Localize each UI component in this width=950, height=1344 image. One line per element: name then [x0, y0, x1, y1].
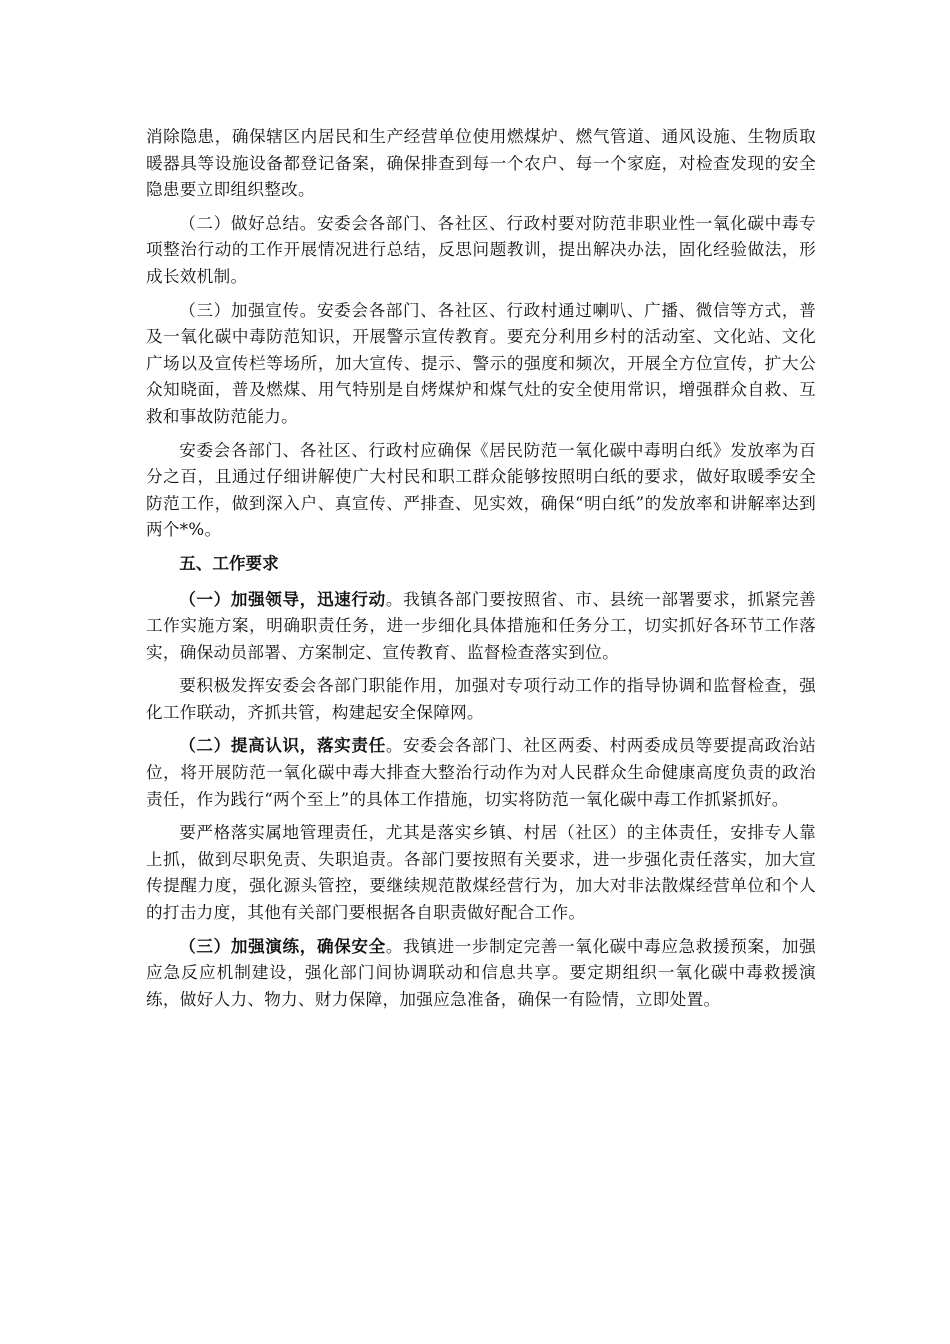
paragraph-publicity — [146, 298, 816, 431]
paragraph-notice-paper — [146, 438, 816, 544]
paragraph-text: 安委会各部门、各社区、行政村应确保《居民防范一氧化碳中毒明白纸》发放率为百分之百，且通过仔细讲解使广大村民和职工群众能够按照明白纸的要求，做好取暖季安全防范工作，做到深入户、真宣传、严排查、见实效，确保“明白纸”的发放率和讲解率达到两个*%。 — [146, 440, 816, 540]
paragraph-text: （二）做好总结。安委会各部门、各社区、行政村要对防范非职业性一氧化碳中毒专项整治行动的工作开展情况进行总结，反思问题教训，提出解决办法，固化经验做法，形成长效机制。 — [146, 213, 816, 286]
paragraph-lead: （三）加强演练，确保安全 — [179, 936, 386, 956]
paragraph-text: （三）加强宣传。安委会各部门、各社区、行政村通过喇叭、广播、微信等方式，普及一氧化碳中毒防范知识，开展警示宣传教育。要充分利用乡村的活动室、文化站、文化广场以及宣传栏等场所，加大宣传、提示、警示的强度和频次，开展全方位宣传，扩大公众知晓面，普及燃煤、用气特别是自烤煤炉和煤气灶的安全使用常识，增强群众自救、互救和事故防范能力。 — [146, 300, 816, 426]
paragraph-hazard-elimination — [146, 124, 816, 204]
paragraph-lead: （二）提高认识，落实责任 — [179, 736, 386, 756]
paragraph-drills — [146, 934, 816, 1014]
section-heading: 五、工作要求 — [179, 553, 279, 573]
paragraph-summary — [146, 211, 816, 291]
paragraph-leadership — [146, 587, 816, 667]
paragraph-text: 消除隐患，确保辖区内居民和生产经营单位使用燃煤炉、燃气管道、通风设施、生物质取暖器具等设施设备都登记备案，确保排查到每一个农户、每一个家庭，对检查发现的安全隐患要立即组织整改。 — [146, 127, 816, 200]
paragraph-text: 。我镇进一步制定完善一氧化碳中毒应急救援预案，加强应急反应机制建设，强化部门间协调联动和信息共享。要定期组织一氧化碳中毒救援演练，做好人力、物力、财力保障，加强应急准备，确保一有险情，立即处置。 — [146, 936, 816, 1009]
paragraph-responsibility — [146, 733, 816, 813]
paragraph-text: 要积极发挥安委会各部门职能作用，加强对专项行动工作的指导协调和监督检查，强化工作联动，齐抓共管，构建起安全保障网。 — [146, 676, 816, 722]
paragraph-text: 。安委会各部门、社区两委、村两委成员等要提高政治站位，将开展防范一氧化碳中毒大排查大整治行动作为对人民群众生命健康高度负责的政治责任，作为践行“两个至上”的具体工作措施，切实将防范一氧化碳中毒工作抓紧抓好。 — [146, 736, 816, 809]
paragraph-lead: （一）加强领导，迅速行动 — [179, 589, 386, 609]
document-page — [146, 124, 816, 1020]
paragraph-text: 。我镇各部门要按照省、市、县统一部署要求，抓紧完善工作实施方案，明确职责任务，进一步细化具体措施和任务分工，切实抓好各环节工作落实，确保动员部署、方案制定、宣传教育、监督检查落实到位。 — [146, 589, 816, 662]
paragraph-text: 要严格落实属地管理责任，尤其是落实乡镇、村居（社区）的主体责任，安排专人靠上抓，做到尽职免责、失职追责。各部门要按照有关要求，进一步强化责任落实，加大宣传提醒力度，强化源头管控，要继续规范散煤经营行为，加大对非法散煤经营单位和个人的打击力度，其他有关部门要根据各自职责做好配合工作。 — [146, 823, 816, 923]
paragraph-coordination — [146, 673, 816, 726]
paragraph-territorial-management — [146, 820, 816, 926]
